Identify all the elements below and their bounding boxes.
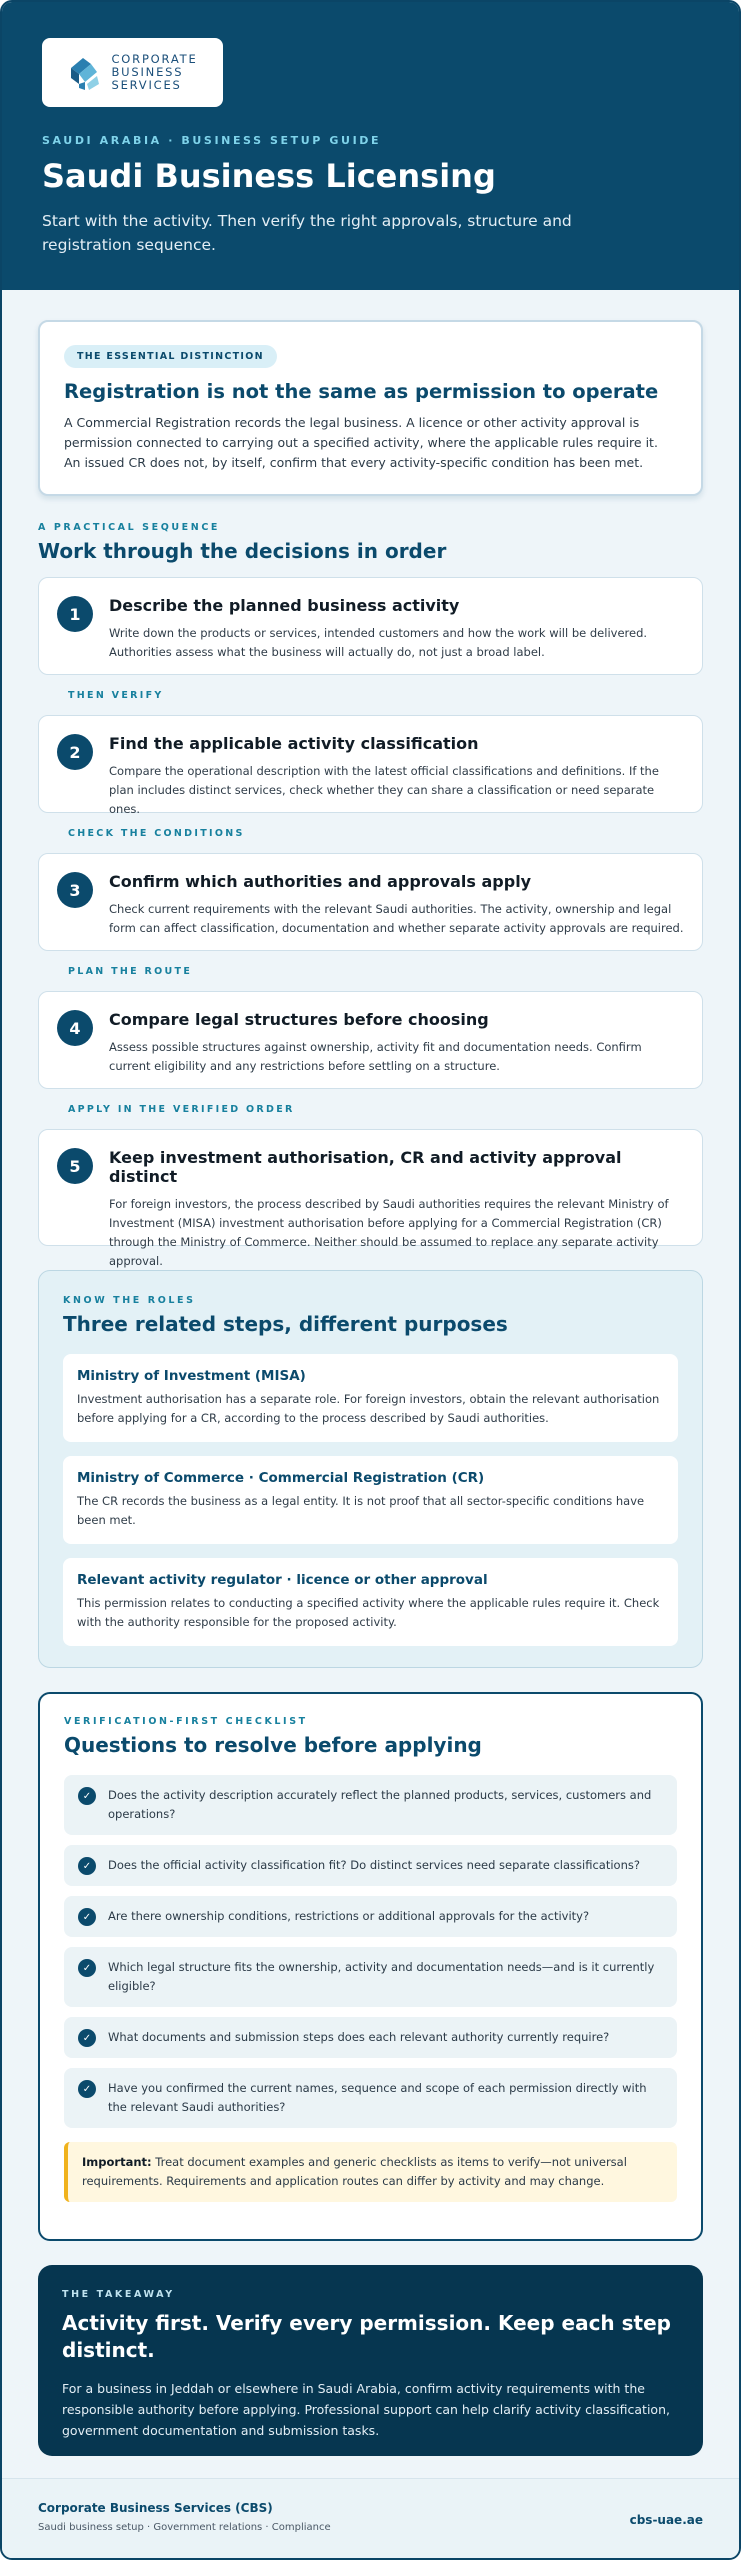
note-label: Important: [82,2155,152,2169]
checklist-item [64,1845,677,1886]
checkmark-icon: ✓ [78,1857,96,1875]
takeaway-body: For a business in Jeddah or elsewhere in Saudi Arabia, confirm activity requirements with the responsible authority before applying. Professional support can help clarify activity classification, government documentation and submission tasks. [62,2381,670,2438]
checklist-item [64,2017,677,2058]
role-card [63,1558,678,1646]
roles-section [38,1270,703,1668]
checklist-item-text: Which legal structure fits the ownership, activity and documentation needs—and is it currently eligible? [108,1960,655,1993]
takeaway-eyebrow: THE TAKEAWAY [62,2289,175,2300]
step-number: 1 [57,596,93,632]
role-body: Investment authorisation has a separate role. For foreign investors, obtain the relevant authorisation before applying for a CR, according to the process described by Saudi authorities. [77,1392,660,1425]
checklist-item-text: Have you confirmed the current names, sequence and scope of each permission directly with the relevant Saudi authorities? [108,2081,647,2114]
role-card [63,1456,678,1544]
step-connector: CHECK THE CONDITIONS [68,827,245,839]
step-number: 2 [57,734,93,770]
sequence-eyebrow: A PRACTICAL SEQUENCE [38,522,220,533]
checkmark-icon: ✓ [78,1787,96,1805]
logo-line: BUSINESS [111,65,184,79]
note-text: Treat document examples and generic checklists as items to verify—not universal requirements. Requirements and application routes can differ by activity and may change. [82,2155,627,2188]
checklist-item-text: Does the activity description accurately reflect the planned products, services, customers and operations? [108,1788,652,1821]
checklist-eyebrow: VERIFICATION-FIRST CHECKLIST [64,1716,308,1727]
step-card [38,1129,703,1268]
step-number: 3 [57,872,93,908]
step-number: 4 [57,1010,93,1046]
checklist-item-text: Does the official activity classification fit? Do distinct services need separate classifications? [108,1858,640,1872]
distinction-pill: THE ESSENTIAL DISTINCTION [64,345,277,368]
role-body: This permission relates to conducting a specified activity where the applicable rules require it. Check with the authority responsible for the proposed activity. [77,1596,660,1629]
distinction-title: Registration is not the same as permission to operate [64,380,659,403]
step-body: Compare the operational description with the latest official classifications and definitions. If the plan includes distinct services, check whether they can share a classification or need separate ones. [109,764,659,816]
header-eyebrow: SAUDI ARABIA · BUSINESS SETUP GUIDE [42,134,382,147]
step-body: Write down the products or services, intended customers and how the work will be delivered. Authorities assess what the business will actually do, not just a broad label. [109,626,648,659]
checklist-title: Questions to resolve before applying [64,1733,482,1757]
step-body: Check current requirements with the relevant Saudi authorities. The activity, ownership and legal form can affect classification, documentation and whether separate activity approvals are required. [109,902,684,935]
checklist-item [64,1947,677,2007]
steps-list [38,577,703,1268]
step-connector: PLAN THE ROUTE [68,965,193,977]
step-title: Confirm which authorities and approvals apply [109,872,532,891]
step-title: Compare legal structures before choosing [109,1010,489,1029]
checklist-item [64,2068,677,2128]
step-title: Find the applicable activity classification [109,734,479,753]
step-card [38,853,703,951]
distinction-card [38,320,703,496]
footer-tagline: Saudi business setup · Government relations · Compliance [38,2522,331,2533]
checkmark-icon: ✓ [78,1908,96,1926]
important-note [64,2142,677,2202]
roles-eyebrow: KNOW THE ROLES [63,1295,196,1306]
distinction-body: A Commercial Registration records the legal business. A licence or other activity approval is permission connected to carrying out a specified activity, where the applicable rules require it. An issued CR does not, by itself, confirm that every activity-specific condition has been met. [64,415,658,470]
company-logo[interactable] [42,38,223,107]
hero-header [2,2,739,290]
step-title: Describe the planned business activity [109,596,460,615]
main-content [2,290,739,2456]
step-number: 5 [57,1148,93,1184]
cube-logo-icon [67,54,103,92]
role-title: Ministry of Commerce · Commercial Registration (CR) [77,1470,485,1486]
logo-line: CORPORATE [111,52,198,66]
footer [2,2478,739,2558]
checklist-item-text: What documents and submission steps does each relevant authority currently require? [108,2030,610,2044]
step-title: Keep investment authorisation, CR and activity approval distinct [109,1148,622,1186]
footer-company-name: Corporate Business Services (CBS) [38,2501,273,2515]
sequence-title: Work through the decisions in order [38,539,447,563]
role-title: Ministry of Investment (MISA) [77,1368,306,1384]
step-card [38,991,703,1089]
step-connector: APPLY IN THE VERIFIED ORDER [68,1103,295,1115]
takeaway-section [38,2265,703,2456]
role-title: Relevant activity regulator · licence or other approval [77,1572,488,1588]
step-card [38,577,703,675]
page-subtitle: Start with the activity. Then verify the right approvals, structure and registration sequence. [42,212,572,254]
checklist-item [64,1775,677,1835]
roles-title: Three related steps, different purposes [63,1312,508,1336]
role-card [63,1354,678,1442]
checkmark-icon: ✓ [78,2029,96,2047]
checkmark-icon: ✓ [78,1959,96,1977]
sequence-section [38,522,703,1268]
step-body: For foreign investors, the process described by Saudi authorities requires the relevant Ministry of Investment (MISA) investment authorisation before applying for a Commercial Registration (CR) through the Ministry of Commerce. Neither should be assumed to replace any separate activity approval. [109,1197,669,1268]
logo-wordmark [111,53,197,92]
step-card [38,715,703,816]
checklist-item-text: Are there ownership conditions, restrictions or additional approvals for the activity? [108,1909,590,1923]
page-title: Saudi Business Licensing [42,157,496,195]
checkmark-icon: ✓ [78,2080,96,2098]
footer-website-link[interactable]: cbs-uae.ae [629,2513,703,2527]
step-body: Assess possible structures against ownership, activity fit and documentation needs. Confirm current eligibility and any restrictions before settling on a structure. [109,1040,642,1073]
checklist-section [38,1692,703,2241]
checklist-item [64,1896,677,1937]
logo-line: SERVICES [111,78,182,92]
role-body: The CR records the business as a legal entity. It is not proof that all sector-specific conditions have been met. [77,1494,645,1527]
step-connector: THEN VERIFY [68,689,164,701]
takeaway-title: Activity first. Verify every permission. Keep each step distinct. [62,2311,671,2362]
